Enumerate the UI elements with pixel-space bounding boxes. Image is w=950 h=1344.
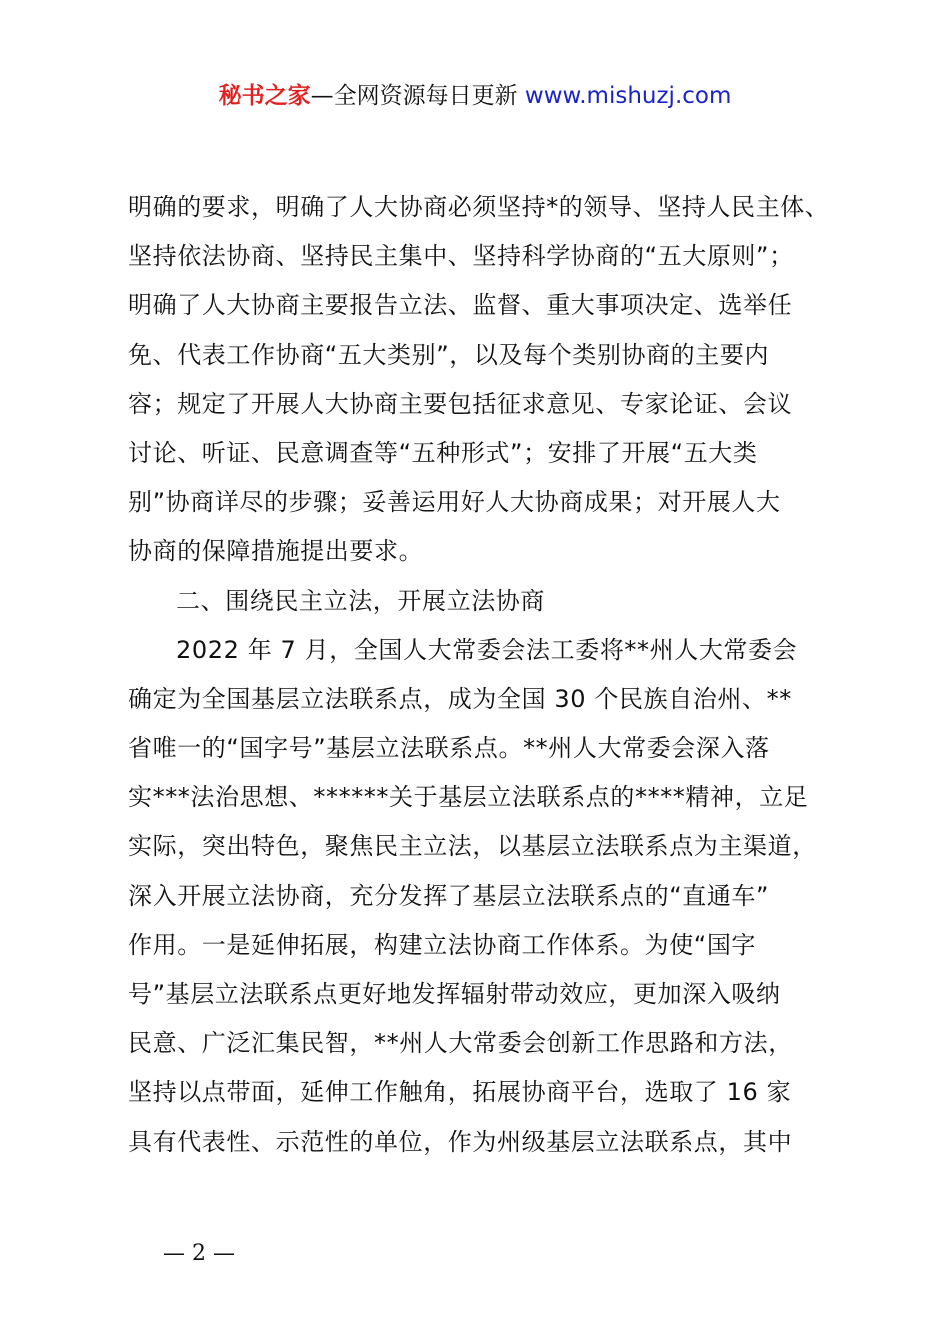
text-line: 具有代表性、示范性的单位，作为州级基层立法联系点，其中 — [128, 1127, 793, 1156]
text-line: 实***法治思想、******关于基层立法联系点的****精神，立足 — [128, 783, 809, 812]
text-line: 协商的保障措施提出要求。 — [128, 537, 424, 566]
text-line: 确定为全国基层立法联系点，成为全国 30 个民族自治州、** — [128, 684, 792, 713]
text-line: 深入开展立法协商，充分发挥了基层立法联系点的“直通车” — [128, 881, 770, 910]
site-url-link[interactable]: www.mishuzj.com — [524, 83, 732, 109]
text-line: 2022 年 7 月，全国人大常委会法工委将**州人大常委会 — [176, 635, 798, 664]
site-header — [0, 78, 950, 114]
text-line: 民意、广泛汇集民智，**州人大常委会创新工作思路和方法， — [128, 1029, 793, 1058]
text-line: 免、代表工作协商“五大类别”，以及每个类别协商的主要内 — [128, 340, 770, 369]
text-line: 别”协商详尽的步骤；妥善运用好人大协商成果；对开展人大 — [128, 488, 781, 517]
text-line: 明确了人大协商主要报告立法、监督、重大事项决定、选举任 — [128, 291, 793, 320]
text-line: 明确的要求，明确了人大协商必须坚持*的领导、坚持人民主体、 — [128, 193, 830, 221]
text-line: 容；规定了开展人大协商主要包括征求意见、专家论证、会议 — [128, 389, 793, 418]
section-heading: 二、围绕民主立法，开展立法协商 — [176, 586, 545, 615]
text-line: 坚持依法协商、坚持民主集中、坚持科学协商的“五大原则”； — [128, 242, 794, 271]
text-line: 坚持以点带面，延伸工作触角，拓展协商平台，选取了 16 家 — [128, 1078, 792, 1107]
text-line: 作用。一是延伸拓展，构建立法协商工作体系。为使“国字 — [128, 930, 757, 959]
text-line: 讨论、听证、民意调查等“五种形式”；安排了开展“五大类 — [128, 438, 758, 467]
header-tagline: —全网资源每日更新 — [310, 83, 518, 109]
text-line: 号”基层立法联系点更好地发挥辐射带动效应，更加深入吸纳 — [128, 980, 781, 1008]
text-line: 实际，突出特色，聚焦民主立法，以基层立法联系点为主渠道， — [128, 832, 817, 861]
document-body — [128, 183, 848, 1167]
page-number: — 2 — — [163, 1241, 235, 1266]
brand-name: 秘书之家 — [218, 83, 311, 109]
text-line: 省唯一的“国字号”基层立法联系点。**州人大常委会深入落 — [128, 734, 770, 763]
